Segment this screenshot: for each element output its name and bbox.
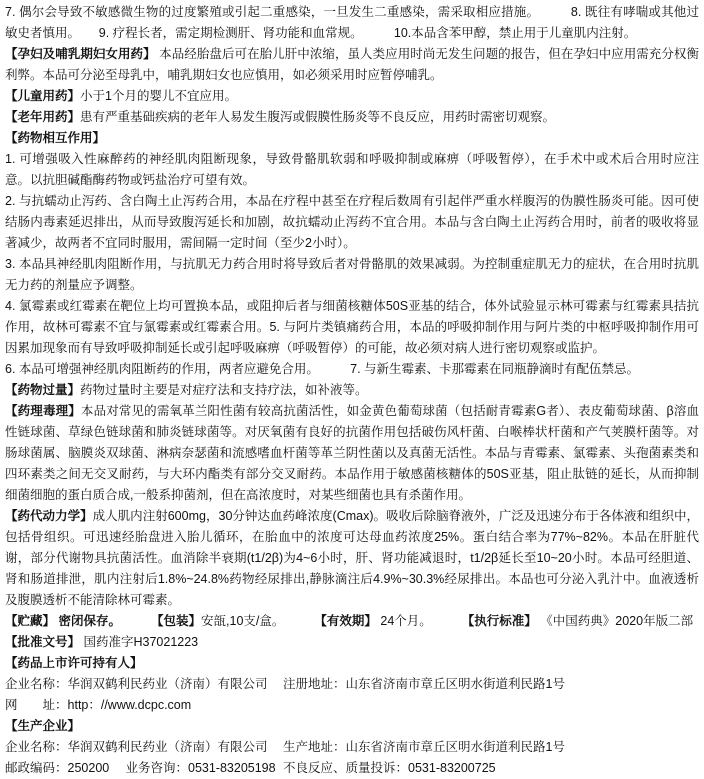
complaint-cell bbox=[283, 758, 699, 779]
mah-company-name-label: 企业名称： bbox=[5, 677, 68, 691]
overdose-section-text: 药物过量时主要是对症疗法和支持疗法，如补液等。 bbox=[80, 383, 368, 397]
interaction-item-6-7 bbox=[5, 359, 699, 380]
section-geriatric-use bbox=[5, 107, 699, 128]
mah-registered-address: 山东省济南市章丘区明水街道利民路1号 bbox=[345, 677, 565, 691]
mah-company-row bbox=[5, 674, 699, 695]
postal-code: 250200 bbox=[67, 761, 110, 775]
production-address: 山东省济南市章丘区明水街道利民路1号 bbox=[345, 740, 565, 754]
interaction-item-1 bbox=[5, 149, 699, 191]
field-approval-number bbox=[5, 632, 699, 653]
manufacturer-contact-row bbox=[5, 758, 699, 779]
geriatric-section-text: 患有严重基础疾病的老年人易发生腹泻或假膜性肠炎等不良反应，用药时需密切观察。 bbox=[80, 110, 556, 124]
manufacturer-production-address-cell bbox=[283, 737, 699, 758]
validity-value: 24个月。 bbox=[376, 614, 432, 628]
mah-website-row bbox=[5, 695, 699, 716]
manufacturer-company-name: 华润双鹤利民药业（济南）有限公司 bbox=[67, 740, 268, 754]
section-pharmacokinetics bbox=[5, 506, 699, 611]
pregnancy-section-label: 【孕妇及哺乳期妇女用药】 bbox=[5, 47, 156, 61]
mah-registered-address-label: 注册地址： bbox=[283, 677, 346, 691]
interaction-item-3 bbox=[5, 254, 699, 296]
website-url: http：//www.dcpc.com bbox=[67, 698, 192, 712]
approval-number-label: 【批准文号】 bbox=[5, 635, 81, 649]
mah-section-label: 【药品上市许可持有人】 bbox=[5, 656, 143, 670]
package-label: 【包装】 bbox=[151, 614, 202, 628]
manufacturer-company-name-label: 企业名称： bbox=[5, 740, 68, 754]
heading-drug-interactions bbox=[5, 128, 699, 149]
section-pediatric-use bbox=[5, 86, 699, 107]
field-storage bbox=[5, 611, 121, 632]
validity-label: 【有效期】 bbox=[314, 614, 377, 628]
drug-leaflet-page bbox=[5, 2, 699, 779]
complaint-label: 不良反应、质量投诉： bbox=[283, 761, 409, 775]
para-precautions-7-10 bbox=[5, 2, 699, 44]
pharmacokinetics-section-label: 【药代动力学】 bbox=[5, 509, 93, 523]
mah-company-cell bbox=[5, 674, 283, 695]
complaint-phone: 0531-83200725 bbox=[408, 761, 496, 775]
mah-company-name: 华润双鹤利民药业（济南）有限公司 bbox=[67, 677, 268, 691]
section-overdose bbox=[5, 380, 699, 401]
interactions-section-label: 【药物相互作用】 bbox=[5, 131, 106, 145]
storage-package-validity-standard-row bbox=[5, 611, 699, 632]
postal-code-label: 邮政编码： bbox=[5, 761, 68, 775]
manufacturer-company-row bbox=[5, 737, 699, 758]
pharmacology-section-label: 【药理毒理】 bbox=[5, 404, 81, 418]
business-consult-label: 业务咨询： bbox=[125, 761, 188, 775]
manufacturer-company-cell bbox=[5, 737, 283, 758]
interaction-item-2 bbox=[5, 191, 699, 254]
heading-manufacturer bbox=[5, 716, 699, 737]
approval-number-value: 国药准字H37021223 bbox=[80, 635, 199, 649]
pharmacokinetics-section-text: 成人肌内注射600mg，30分钟达血药峰浓度(Cmax)。吸收后除脑脊液外，广泛及迅速分布于各体液和组织中，包括骨组织。可迅速经胎盘进入胎儿循环，在胎血中的浓度可达母血药浓度25%。蛋白结合率为77%~82%。本品在肝脏代谢，部分代谢物具抗菌活性。血消除半衰期(t1/2β)为4~6小时，肝、肾功能减退时，t1/2β延长至10~20小时。本品可经胆道、肾和肠道排泄，肌内注射后1.8%~24.8%药物经尿排出,静脉滴注后4.9%~30.3%经尿排出。本品也可分泌入乳汁中。血液透析及腹膜透析不能清除林可霉素。 bbox=[5, 509, 699, 607]
interaction-item-4-5-text: 4. 氯霉素或红霉素在靶位上均可置换本品，或阻抑后者与细菌核糖体50S亚基的结合，体外试验显示林可霉素与红霉素具拮抗作用，故林可霉素不宜与氯霉素或红霉素合用。5. 与阿片类镇痛药合用，本品的呼吸抑制作用与阿片类的中枢呼吸抑制作用可因累加现象而有导致呼吸抑制延长或引起呼吸麻痹（呼吸暂停）的可能，故必须对病人进行密切观察或监护。 bbox=[5, 299, 699, 355]
pediatric-section-text: 小于1个月的婴儿不宜应用。 bbox=[80, 89, 237, 103]
pharmacology-section-text: 本品对常见的需氧革兰阳性菌有较高抗菌活性，如金黄色葡萄球菌（包括耐青霉素G者）、表皮葡萄球菌、β溶血性链球菌、草绿色链球菌和肺炎链球菌等。对厌氧菌有良好的抗菌作用包括破伤风杆菌、白喉棒状杆菌和产气荚膜杆菌等。对肠球菌属、脑膜炎双球菌、淋病奈瑟菌和流感嗜血杆菌等革兰阴性菌以及真菌无活性。本品与青霉素、氯霉素、头孢菌素类和四环素类之间无交叉耐药，与大环内酯类有部分交叉耐药。本品作用于敏感菌核糖体的50S亚基，阻止肽链的延长，从而抑制细菌细胞的蛋白质合成,一般系抑菌剂，但在高浓度时，对某些细菌也具有杀菌作用。 bbox=[5, 404, 699, 502]
interaction-item-2-text: 2. 与抗蠕动止泻药、含白陶土止泻药合用，本品在疗程中甚至在疗程后数周有引起伴严重水样腹泻的伪膜性肠炎可能。因可使结肠内毒素延迟排出，从而导致腹泻延长和加剧，故抗蠕动止泻药不宜合用。本品与含白陶土止泻药合用时，前者的吸收将显著减少，故两者不宜同时服用，需间隔一定时间（至少2小时）。 bbox=[5, 194, 699, 250]
overdose-section-label: 【药物过量】 bbox=[5, 383, 81, 397]
mah-registered-address-cell bbox=[283, 674, 699, 695]
storage-value: 密闭保存。 bbox=[55, 614, 121, 628]
standard-label: 【执行标准】 bbox=[461, 614, 537, 628]
interaction-item-6-7-text: 6. 本品可增强神经肌肉阻断药的作用，两者应避免合用。 7. 与新生霉素、卡那霉素在同瓶静滴时有配伍禁忌。 bbox=[5, 362, 640, 376]
storage-label: 【贮藏】 bbox=[5, 614, 56, 628]
section-pharmacology-toxicology bbox=[5, 401, 699, 506]
business-consult-phone: 0531-83205198 bbox=[188, 761, 276, 775]
pregnancy-section-text: 本品经胎盘后可在胎儿肝中浓缩，虽人类应用时尚无发生问题的报告，但在孕妇中应用需充分权衡利弊。本品可分泌至母乳中，哺乳期妇女也应慎用，如必须采用时应暂停哺乳。 bbox=[5, 47, 699, 82]
field-standard bbox=[462, 611, 693, 632]
package-value: 安瓿,10支/盒。 bbox=[201, 614, 285, 628]
standard-value: 《中国药典》2020年版二部 bbox=[536, 614, 694, 628]
field-package bbox=[151, 611, 284, 632]
postal-consult-cell bbox=[5, 758, 283, 779]
heading-marketing-authorization-holder bbox=[5, 653, 699, 674]
website-label: 网 址： bbox=[5, 698, 68, 712]
interaction-item-4-5 bbox=[5, 296, 699, 359]
interaction-item-1-text: 1. 可增强吸入性麻醉药的神经肌肉阻断现象，导致骨骼肌软弱和呼吸抑制或麻痹（呼吸暂停），在手术中或术后合用时应注意。以抗胆碱酯酶药物或钙盐治疗可望有效。 bbox=[5, 152, 699, 187]
field-validity bbox=[314, 611, 431, 632]
manufacturer-section-label: 【生产企业】 bbox=[5, 719, 81, 733]
precautions-text: 7. 偶尔会导致不敏感微生物的过度繁殖或引起二重感染，一旦发生二重感染，需采取相应措施。 8. 既往有哮喘或其他过敏史者慎用。 9. 疗程长者，需定期检测肝、肾功能和血常规。 10.本品含苯甲醇，禁止用于儿童肌内注射。 bbox=[5, 5, 699, 40]
production-address-label: 生产地址： bbox=[283, 740, 346, 754]
interaction-item-3-text: 3. 本品具神经肌肉阻断作用，与抗肌无力药合用时将导致后者对骨骼肌的效果减弱。为控制重症肌无力的症状，在合用时抗肌无力药的剂量应予调整。 bbox=[5, 257, 699, 292]
geriatric-section-label: 【老年用药】 bbox=[5, 110, 81, 124]
section-pregnancy-nursing bbox=[5, 44, 699, 86]
pediatric-section-label: 【儿童用药】 bbox=[5, 89, 81, 103]
